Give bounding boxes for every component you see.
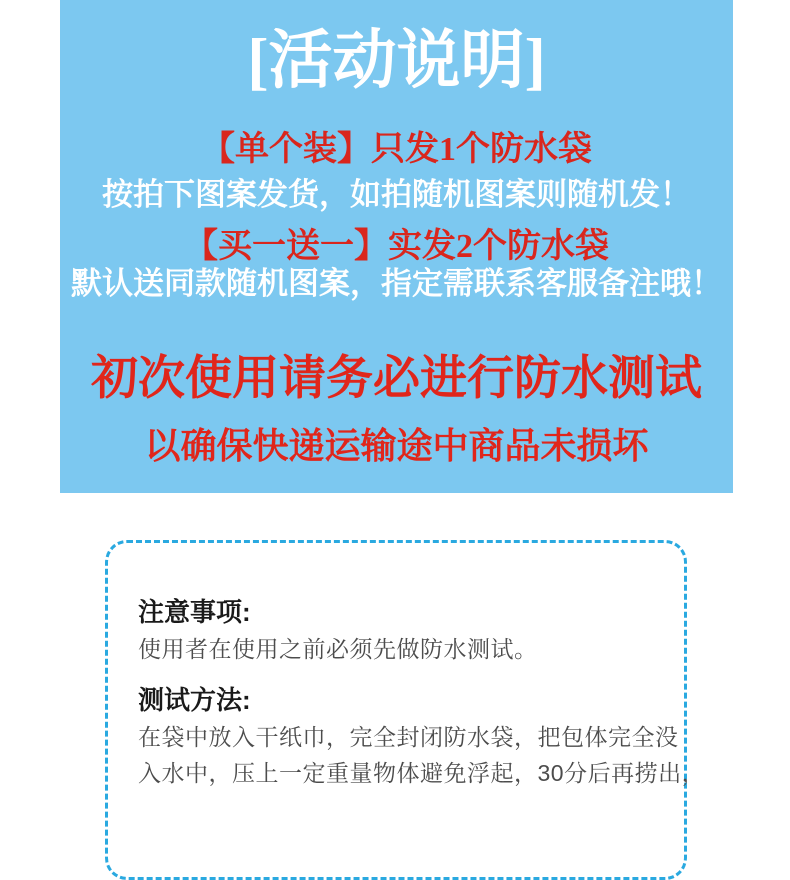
banner-line-single-pack: 【单个装】只发1个防水袋 <box>201 131 592 168</box>
banner-line-buy-one-get-one: 【买一送一】实发2个防水袋 <box>184 228 609 265</box>
test-method-line-2: 入水中，压上一定重量物体避免浮起，30分后再捞出， <box>138 760 706 786</box>
notes-heading-test-method: 测试方法: <box>138 685 251 715</box>
waterproof-test-warning-sub: 以确保快递运输途中商品未损坏 <box>144 426 649 466</box>
banner-line-default-random-pattern: 默认送同款随机图案，指定需联系客服备注哦！ <box>71 266 722 301</box>
waterproof-test-warning-main: 初次使用请务必进行防水测试 <box>91 353 702 405</box>
banner-line-ship-by-pattern: 按拍下图案发货，如拍随机图案则随机发！ <box>102 177 691 212</box>
banner-title: [活动说明] <box>247 25 546 96</box>
notes-test-method-text <box>138 719 706 791</box>
notes-heading-precautions: 注意事项: <box>138 597 251 627</box>
notes-dashed-box <box>105 540 706 880</box>
test-method-line-1: 在袋中放入干纸巾，完全封闭防水袋，把包体完全没 <box>138 724 679 750</box>
notes-precautions-text: 使用者在使用之前必须先做防水测试。 <box>138 636 538 662</box>
activity-banner <box>60 0 733 493</box>
